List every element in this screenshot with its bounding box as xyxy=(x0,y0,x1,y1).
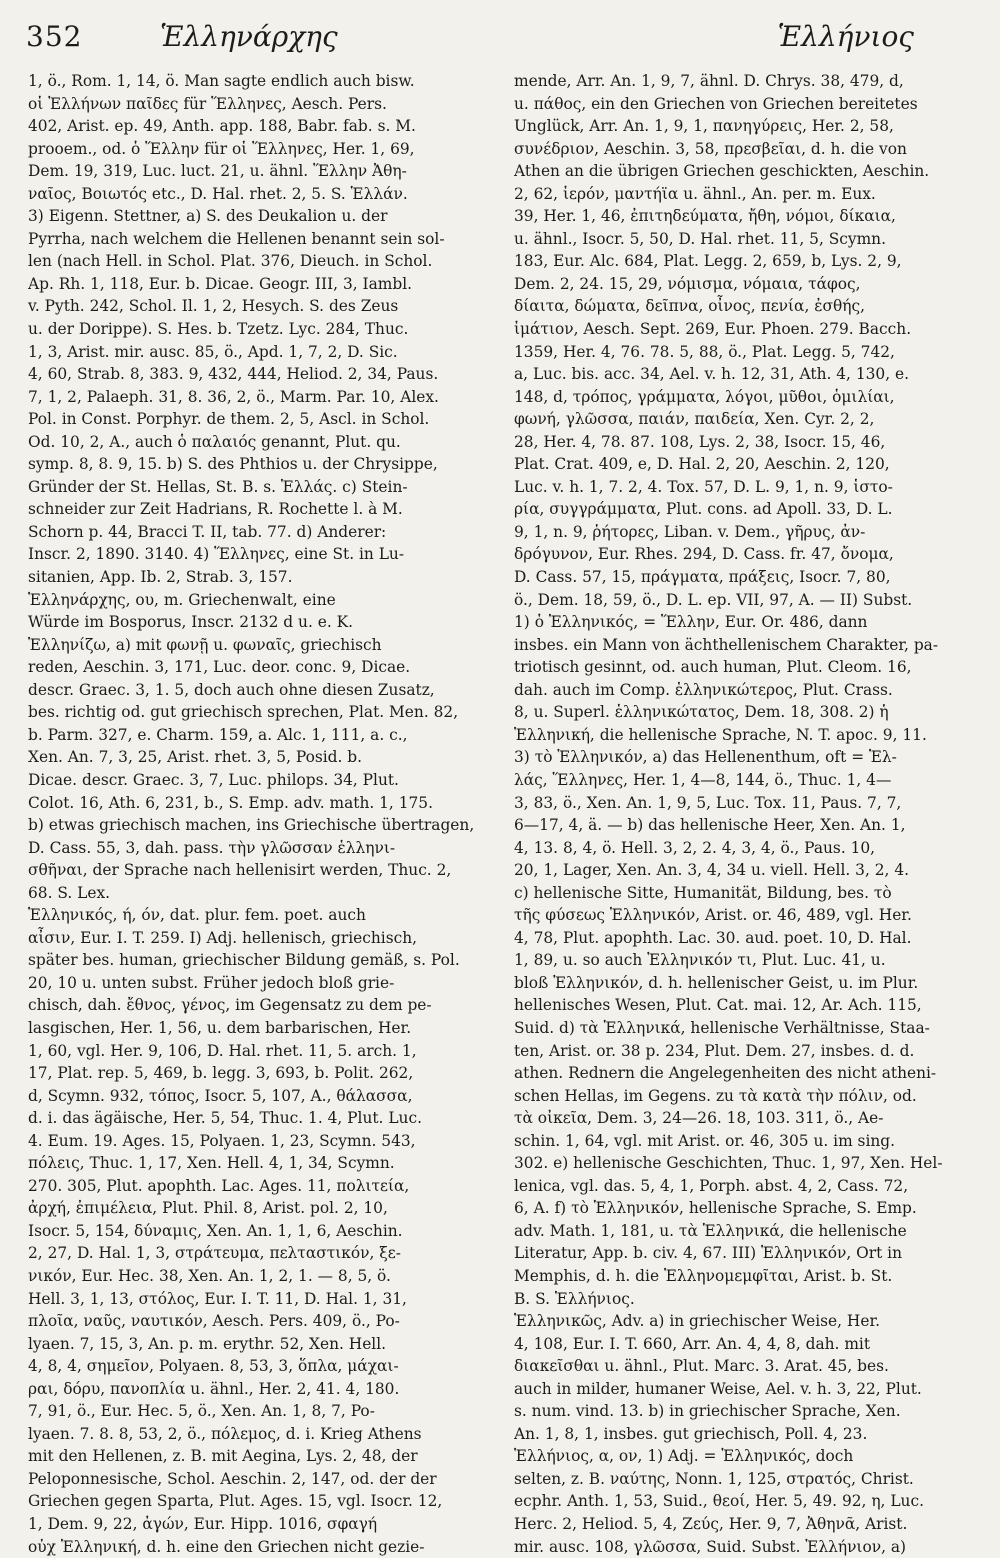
text-line: 9, 1, n. 9, ῥήτορες, Liban. v. Dem., γῆρυς, ἀν- xyxy=(514,522,866,541)
text-line: Memphis, d. h. die Ἑλληνομεμφῖται, Arist. b. St. xyxy=(514,1266,893,1285)
text-line: prooem., od. ὁ Ἕλλην für οἱ Ἕλληνες, Her. 1, 69, xyxy=(28,139,415,158)
text-line: Unglück, Arr. An. 1, 9, 1, πανηγύρεις, Her. 2, 58, xyxy=(514,117,894,136)
text-line: Griechen gegen Sparta, Plut. Ages. 15, vgl. Isocr. 12, xyxy=(28,1492,443,1511)
text-line: 1, Dem. 9, 22, ἀγών, Eur. Hipp. 1016, σφαγή xyxy=(28,1515,378,1533)
text-line: Hell. 3, 1, 13, στόλος, Eur. I. T. 11, D. Hal. 1, 31, xyxy=(28,1289,407,1308)
text-line: Athen an die übrigen Griechen geschickten, Aeschin. xyxy=(514,162,930,181)
text-line: 39, Her. 1, 46, ἐπιτηδεύματα, ἤθη, νόμοι, δίκαια, xyxy=(514,207,896,226)
text-line: Od. 10, 2, A., auch ὁ παλαιός genannt, Plut. qu. xyxy=(28,432,401,451)
text-line: Luc. v. h. 1, 7. 2, 4. Tox. 57, D. L. 9, 1, n. 9, ἱστο- xyxy=(514,477,893,496)
text-line: 8, u. Superl. ἑλληνικώτατος, Dem. 18, 308. 2) ἡ xyxy=(514,703,889,722)
text-line: 1, 60, vgl. Her. 9, 106, D. Hal. rhet. 11, 5. arch. 1, xyxy=(28,1041,417,1060)
text-line: schin. 1, 64, vgl. mit Arist. or. 46, 305 u. im sing. xyxy=(514,1131,896,1150)
text-line: 183, Eur. Alc. 684, Plat. Legg. 2, 659, b, Lys. 2, 9, xyxy=(514,252,902,271)
text-line: Peloponnesische, Schol. Aeschin. 2, 147, od. der der xyxy=(28,1469,437,1488)
text-line: lyaen. 7. 8. 8, 53, 2, ö., πόλεμος, d. i. Krieg Athens xyxy=(28,1424,422,1443)
text-line: 20, 1, Lager, Xen. An. 3, 4, 34 u. viell. Hell. 3, 2, 4. xyxy=(514,861,910,880)
text-line: 3, 83, ö., Xen. An. 1, 9, 5, Luc. Tox. 11, Paus. 7, 7, xyxy=(514,793,902,812)
text-line: 1) ὁ Ἑλληνικός, = Ἕλλην, Eur. Or. 486, dann xyxy=(514,613,868,632)
text-line: Ἑλληνάρχης, ου, m. Griechenwalt, eine xyxy=(28,590,336,609)
text-line: Dem. 2, 24. 15, 29, νόμισμα, νόμαια, τάφος, xyxy=(514,274,861,293)
text-line: 20, 10 u. unten subst. Früher jedoch bloß grie- xyxy=(28,973,395,992)
text-line: 4, 60, Strab. 8, 383. 9, 432, 444, Heliod. 2, 34, Paus. xyxy=(28,365,439,384)
text-line: λάς, Ἕλληνες, Her. 1, 4—8, 144, ö., Thuc. 1, 4— xyxy=(514,770,892,789)
text-line: An. 1, 8, 1, insbes. gut griechisch, Poll. 4, 23. xyxy=(514,1424,868,1443)
text-line: 402, Arist. ep. 49, Anth. app. 188, Babr. fab. s. M. xyxy=(28,117,416,136)
text-line: 1, 89, u. so auch Ἑλληνικόν τι, Plut. Luc. 41, u. xyxy=(514,951,886,970)
text-line: Schorn p. 44, Bracci T. II, tab. 77. d) Anderer: xyxy=(28,522,387,541)
text-line: φωνή, γλῶσσα, παιάν, παιδεία, Xen. Cyr. 2, 2, xyxy=(514,410,875,429)
text-line: τῆς φύσεως Ἑλληνικόν, Arist. or. 46, 489, vgl. Her. xyxy=(514,906,912,925)
text-line: Gründer der St. Hellas, St. B. s. Ἑλλάς. c) Stein- xyxy=(28,477,408,496)
text-line: πόλεις, Thuc. 1, 17, Xen. Hell. 4, 1, 34, Scymn. xyxy=(28,1154,395,1173)
text-line: 68. S. Lex. xyxy=(28,883,111,902)
text-line: Inscr. 2, 1890. 3140. 4) Ἕλληνες, eine St. in Lu- xyxy=(28,545,405,564)
text-line: dah. auch im Comp. ἑλληνικώτερος, Plut. Crass. xyxy=(514,680,893,699)
text-line: s. num. vind. 13. b) in griechischer Sprache, Xen. xyxy=(514,1402,901,1421)
text-line: b. Parm. 327, e. Charm. 159, a. Alc. 1, 111, a. c., xyxy=(28,725,408,744)
text-line: αἶσιν, Eur. I. T. 259. I) Adj. hellenisch, griechisch, xyxy=(28,928,418,947)
text-line: 4, 78, Plut. apophth. Lac. 30. aud. poet. 10, D. Hal. xyxy=(514,928,912,947)
text-line: ἱμάτιον, Aesch. Sept. 269, Eur. Phoen. 279. Bacch. xyxy=(514,320,912,339)
text-line: triotisch gesinnt, od. auch human, Plut. Cleom. 16, xyxy=(514,658,912,677)
text-line: Pyrrha, nach welchem die Hellenen benannt sein sol- xyxy=(28,229,445,248)
text-line: reden, Aeschin. 3, 171, Luc. deor. conc. 9, Dicae. xyxy=(28,658,411,677)
text-line: Literatur, App. b. civ. 4, 67. III) Ἑλληνικόν, Ort in xyxy=(514,1244,903,1263)
text-line: 7, 1, 2, Palaeph. 31, 8. 36, 2, ö., Marm. Par. 10, Alex. xyxy=(28,387,439,406)
text-line: 7, 91, ö., Eur. Hec. 5, ö., Xen. An. 1, 8, 7, Po- xyxy=(28,1402,375,1421)
page-header xyxy=(0,14,1000,54)
text-line: sitanien, App. Ib. 2, Strab. 3, 157. xyxy=(28,568,293,587)
text-line: schneider zur Zeit Hadrians, R. Rochette l. à M. xyxy=(28,500,403,519)
text-line: 6—17, 4, ä. — b) das hellenische Heer, Xen. An. 1, xyxy=(514,816,906,835)
text-line: u. ähnl., Isocr. 5, 50, D. Hal. rhet. 11, 5, Scymn. xyxy=(514,229,886,248)
text-line: 1, ö., Rom. 1, 14, ö. Man sagte endlich auch bisw. xyxy=(28,72,415,90)
text-line: ρία, συγγράμματα, Plut. cons. ad Apoll. 33, D. L. xyxy=(514,500,893,519)
text-line: 2, 27, D. Hal. 1, 3, στράτευμα, πελταστικόν, ξε- xyxy=(28,1244,401,1263)
text-line: Xen. An. 7, 3, 25, Arist. rhet. 3, 5, Posid. b. xyxy=(28,748,363,767)
text-line: D. Cass. 55, 3, dah. pass. τὴν γλῶσσαν ἑλληνι- xyxy=(28,838,396,857)
text-line: ναῖος, Βοιωτός etc., D. Hal. rhet. 2, 5. S. Ἑλλάν. xyxy=(28,184,408,203)
text-line: mir. ausc. 108, γλῶσσα, Suid. Subst. Ἑλλήνιον, a) xyxy=(514,1537,907,1556)
text-line: 1, 3, Arist. mir. ausc. 85, ö., Apd. 1, 7, 2, D. Sic. xyxy=(28,342,398,361)
page-number: 352 xyxy=(26,20,83,53)
text-line: νικόν, Eur. Hec. 38, Xen. An. 1, 2, 1. — 8, 5, ö. xyxy=(28,1266,391,1285)
text-line: ἀρχή, ἐπιμέλεια, Plut. Phil. 8, Arist. pol. 2, 10, xyxy=(28,1199,388,1218)
right-running-headword: Ἑλλήνιος xyxy=(777,20,914,53)
text-line: ecphr. Anth. 1, 53, Suid., θεοί, Her. 5, 49. 92, η, Luc. xyxy=(514,1492,924,1511)
text-line: Isocr. 5, 154, δύναμις, Xen. An. 1, 1, 6, Aeschin. xyxy=(28,1221,403,1240)
text-line: Plat. Crat. 409, e, D. Hal. 2, 20, Aeschin. 2, 120, xyxy=(514,455,890,474)
text-line: descr. Graec. 3, 1. 5, doch auch ohne diesen Zusatz, xyxy=(28,680,435,699)
text-line: insbes. ein Mann von ächthellenischem Charakter, pa- xyxy=(514,635,939,654)
text-line: d. i. das ägäische, Her. 5, 54, Thuc. 1. 4, Plut. Luc. xyxy=(28,1109,422,1128)
text-line: d, Scymn. 932, τόπος, Isocr. 5, 107, A., θάλασσα, xyxy=(28,1086,413,1105)
text-line: bes. richtig od. gut griechisch sprechen, Plat. Men. 82, xyxy=(28,703,459,722)
text-line: δίαιτα, δώματα, δεῖπνα, οἶνος, πενία, ἐσθής, xyxy=(514,297,865,316)
text-line: später bes. human, griechischer Bildung gemäß, s. Pol. xyxy=(28,951,460,970)
text-line: Suid. d) τὰ Ἑλληνικά, hellenische Verhältnisse, Staa- xyxy=(514,1018,930,1037)
text-line: 4, 8, 4, σημεῖον, Polyaen. 8, 53, 3, ὅπλα, μάχαι- xyxy=(28,1357,399,1376)
text-line: 4, 13. 8, 4, ö. Hell. 3, 2, 2. 4, 3, 4, ö., Paus. 10, xyxy=(514,838,876,857)
text-line: bloß Ἑλληνικόν, d. h. hellenischer Geist, u. im Plur. xyxy=(514,973,919,992)
text-line: a, Luc. bis. acc. 34, Ael. v. h. 12, 31, Ath. 4, 130, e. xyxy=(514,365,910,384)
text-line: Ap. Rh. 1, 118, Eur. b. Dicae. Geogr. III, 3, Iambl. xyxy=(28,274,413,293)
left-running-headword: Ἑλληνάρχης xyxy=(160,20,338,53)
text-line: v. Pyth. 242, Schol. Il. 1, 2, Hesych. S. des Zeus xyxy=(28,297,399,316)
text-line: lenica, vgl. das. 5, 4, 1, Porph. abst. 4, 2, Cass. 72, xyxy=(514,1176,909,1195)
text-line: Würde im Bosporus, Inscr. 2132 d u. e. K. xyxy=(28,613,354,632)
text-line: mende, Arr. An. 1, 9, 7, ähnl. D. Chrys. 38, 479, d, xyxy=(514,72,904,90)
text-line: u. πάθος, ein den Griechen von Griechen bereitetes xyxy=(514,94,918,113)
text-line: mit den Hellenen, z. B. mit Aegina, Lys. 2, 48, der xyxy=(28,1447,418,1466)
text-line: 4, 108, Eur. I. T. 660, Arr. An. 4, 4, 8, dah. mit xyxy=(514,1334,871,1353)
text-line: σθῆναι, der Sprache nach hellenisirt werden, Thuc. 2, xyxy=(28,861,452,880)
text-line: 3) Eigenn. Stettner, a) S. des Deukalion u. der xyxy=(28,207,388,226)
text-line: 2, 62, ἱερόν, μαντήϊα u. ähnl., An. per. m. Eux. xyxy=(514,184,876,203)
text-line: πλοῖα, ναῦς, ναυτικόν, Aesch. Pers. 409, ö., Po- xyxy=(28,1312,400,1331)
text-line: συνέδριον, Aeschin. 3, 58, πρεσβεῖαι, d. h. die von xyxy=(514,139,907,158)
text-line: οἱ Ἑλλήνων παῖδες für Ἕλληνες, Aesch. Pers. xyxy=(28,94,387,113)
right-column xyxy=(514,70,974,1558)
text-line: schen Hellas, im Gegens. zu τὰ κατὰ τὴν πόλιν, od. xyxy=(514,1086,917,1105)
text-line: selten, z. B. ναύτης, Nonn. 1, 125, στρατός, Christ. xyxy=(514,1469,914,1488)
text-line: διακεῖσθαι u. ähnl., Plut. Marc. 3. Arat. 45, bes. xyxy=(514,1357,889,1376)
text-line: 1359, Her. 4, 76. 78. 5, 88, ö., Plat. Legg. 5, 742, xyxy=(514,342,895,361)
text-line: 28, Her. 4, 78. 87. 108, Lys. 2, 38, Isocr. 15, 46, xyxy=(514,432,886,451)
text-line: lyaen. 7, 15, 3, An. p. m. erythr. 52, Xen. Hell. xyxy=(28,1334,387,1353)
text-line: Dem. 19, 319, Luc. luct. 21, u. ähnl. Ἕλλην Ἀθη- xyxy=(28,162,407,181)
text-line: Colot. 16, Ath. 6, 231, b., S. Emp. adv. math. 1, 175. xyxy=(28,793,433,812)
text-line: 148, d, τρόπος, γράμματα, λόγοι, μῦθοι, ὁμιλίαι, xyxy=(514,387,895,406)
text-line: symp. 8, 8. 9, 15. b) S. des Phthios u. der Chrysippe, xyxy=(28,455,438,474)
text-line: Ἑλληνική, die hellenische Sprache, N. T. apoc. 9, 11. xyxy=(514,725,927,744)
text-line: Pol. in Const. Porphyr. de them. 2, 5, Ascl. in Schol. xyxy=(28,410,430,429)
text-line: 17, Plat. rep. 5, 469, b. legg. 3, 693, b. Polit. 262, xyxy=(28,1064,414,1083)
text-line: τὰ οἰκεῖα, Dem. 3, 24—26. 18, 103. 311, ö., Ae- xyxy=(514,1109,884,1128)
text-line: athen. Rednern die Angelegenheiten des nicht atheni- xyxy=(514,1064,937,1083)
text-line: B. S. Ἑλλήνιος. xyxy=(514,1289,635,1308)
text-line: Ἑλληνίζω, a) mit φωνῇ u. φωναῖς, griechisch xyxy=(28,635,382,654)
text-line: hellenisches Wesen, Plut. Cat. mai. 12, Ar. Ach. 115, xyxy=(514,996,922,1015)
text-line: Ἑλληνικός, ή, όν, dat. plur. fem. poet. auch xyxy=(28,906,366,925)
text-line: c) hellenische Sitte, Humanität, Bildung, bes. τὸ xyxy=(514,883,892,902)
text-line: 6, A. f) τὸ Ἑλληνικόν, hellenische Sprache, S. Emp. xyxy=(514,1199,917,1218)
text-line: Ἑλλήνιος, α, ον, 1) Adj. = Ἑλληνικός, doch xyxy=(514,1447,854,1466)
text-line: chisch, dah. ἔθνος, γένος, im Gegensatz zu dem pe- xyxy=(28,996,432,1015)
text-line: len (nach Hell. in Schol. Plat. 376, Dieuch. in Schol. xyxy=(28,252,433,271)
text-line: b) etwas griechisch machen, ins Griechische übertragen, xyxy=(28,816,475,835)
text-line: ραι, δόρυ, πανοπλία u. ähnl., Her. 2, 41. 4, 180. xyxy=(28,1379,400,1398)
left-column xyxy=(28,70,488,1558)
text-line: 4. Eum. 19. Ages. 15, Polyaen. 1, 23, Scymn. 543, xyxy=(28,1131,416,1150)
text-line: Ἑλληνικῶς, Adv. a) in griechischer Weise, Her. xyxy=(514,1312,881,1331)
text-line: 270. 305, Plut. apophth. Lac. Ages. 11, πολιτεία, xyxy=(28,1176,410,1195)
text-line: οὐχ Ἑλληνική, d. h. eine den Griechen nicht gezie- xyxy=(28,1537,425,1556)
text-line: lasgischen, Her. 1, 56, u. dem barbarischen, Her. xyxy=(28,1018,412,1037)
text-line: Herc. 2, Heliod. 5, 4, Ζεύς, Her. 9, 7, Ἀθηνᾶ, Arist. xyxy=(514,1515,908,1533)
text-line: 3) τὸ Ἑλληνικόν, a) das Hellenenthum, oft = Ἑλ- xyxy=(514,748,897,767)
text-line: Dicae. descr. Graec. 3, 7, Luc. philops. 34, Plut. xyxy=(28,770,399,789)
text-line: D. Cass. 57, 15, πράγματα, πράξεις, Isocr. 7, 80, xyxy=(514,568,891,587)
text-line: ö., Dem. 18, 59, ö., D. L. ep. VII, 97, A. — II) Subst. xyxy=(514,590,913,609)
text-line: adv. Math. 1, 181, u. τὰ Ἑλληνικά, die hellenische xyxy=(514,1221,907,1240)
text-line: u. der Dorippe). S. Hes. b. Tzetz. Lyc. 284, Thuc. xyxy=(28,320,409,339)
text-line: auch in milder, humaner Weise, Ael. v. h. 3, 22, Plut. xyxy=(514,1379,922,1398)
text-line: ten, Arist. or. 38 p. 234, Plut. Dem. 27, insbes. d. d. xyxy=(514,1041,915,1060)
text-line: δρόγυνον, Eur. Rhes. 294, D. Cass. fr. 47, ὄνομα, xyxy=(514,545,894,564)
text-line: 302. e) hellenische Geschichten, Thuc. 1, 97, Xen. Hel- xyxy=(514,1154,943,1173)
